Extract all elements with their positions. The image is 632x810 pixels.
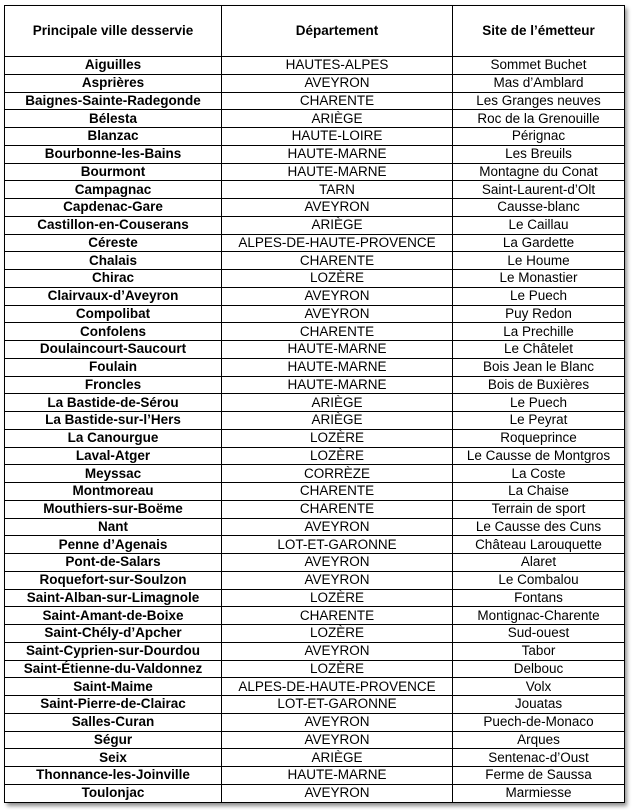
table-row	[5, 74, 625, 92]
department-cell: ARIÈGE	[222, 749, 453, 767]
table-row	[5, 500, 625, 518]
table-row	[5, 341, 625, 359]
city-cell: Capdenac-Gare	[5, 199, 222, 217]
city-cell: Compolibat	[5, 305, 222, 323]
site-cell: Volx	[453, 678, 625, 696]
city-cell: Saint-Étienne-du-Valdonnez	[5, 660, 222, 678]
table-row	[5, 323, 625, 341]
site-cell: Terrain de sport	[453, 500, 625, 518]
site-cell: Saint-Laurent-d’Olt	[453, 181, 625, 199]
table-row	[5, 749, 625, 767]
table-row	[5, 163, 625, 181]
city-cell: La Bastide-de-Sérou	[5, 394, 222, 412]
table-row	[5, 713, 625, 731]
header-site: Site de l’émetteur	[453, 6, 625, 57]
department-cell: CORRÈZE	[222, 465, 453, 483]
department-cell: AVEYRON	[222, 287, 453, 305]
site-cell: Montagne du Conat	[453, 163, 625, 181]
site-cell: Bois de Buxières	[453, 376, 625, 394]
site-cell: Ferme de Saussa	[453, 767, 625, 785]
table-row	[5, 554, 625, 572]
department-cell: AVEYRON	[222, 305, 453, 323]
city-cell: Bourbonne-les-Bains	[5, 145, 222, 163]
table-row	[5, 696, 625, 714]
department-cell: AVEYRON	[222, 199, 453, 217]
city-cell: Laval-Atger	[5, 447, 222, 465]
department-cell: LOZÈRE	[222, 660, 453, 678]
city-cell: La Bastide-sur-l’Hers	[5, 412, 222, 430]
table-row	[5, 234, 625, 252]
table-row	[5, 376, 625, 394]
transmitter-table	[4, 5, 625, 803]
table-body	[5, 57, 625, 803]
site-cell: Puy Redon	[453, 305, 625, 323]
table-row	[5, 128, 625, 146]
department-cell: LOT-ET-GARONNE	[222, 536, 453, 554]
site-cell: La Gardette	[453, 234, 625, 252]
department-cell: HAUTES-ALPES	[222, 57, 453, 75]
site-cell: Le Peyrat	[453, 412, 625, 430]
department-cell: LOZÈRE	[222, 589, 453, 607]
site-cell: Fontans	[453, 589, 625, 607]
site-cell: Arques	[453, 731, 625, 749]
department-cell: AVEYRON	[222, 713, 453, 731]
city-cell: Salles-Curan	[5, 713, 222, 731]
table-row	[5, 270, 625, 288]
site-cell: Le Combalou	[453, 571, 625, 589]
city-cell: La Canourgue	[5, 429, 222, 447]
department-cell: HAUTE-MARNE	[222, 376, 453, 394]
table-sheet	[4, 5, 624, 803]
site-cell: Tabor	[453, 642, 625, 660]
department-cell: LOZÈRE	[222, 447, 453, 465]
table-row	[5, 305, 625, 323]
city-cell: Chirac	[5, 270, 222, 288]
city-cell: Saint-Alban-sur-Limagnole	[5, 589, 222, 607]
table-row	[5, 483, 625, 501]
city-cell: Foulain	[5, 358, 222, 376]
department-cell: HAUTE-MARNE	[222, 358, 453, 376]
city-cell: Toulonjac	[5, 784, 222, 802]
site-cell: Le Monastier	[453, 270, 625, 288]
city-cell: Doulaincourt-Saucourt	[5, 341, 222, 359]
table-row	[5, 589, 625, 607]
table-row	[5, 607, 625, 625]
site-cell: Marmiesse	[453, 784, 625, 802]
department-cell: AVEYRON	[222, 518, 453, 536]
table-row	[5, 571, 625, 589]
header-city: Principale ville desservie	[5, 6, 222, 57]
table-row	[5, 660, 625, 678]
city-cell: Blanzac	[5, 128, 222, 146]
department-cell: AVEYRON	[222, 731, 453, 749]
city-cell: Mouthiers-sur-Boëme	[5, 500, 222, 518]
city-cell: Ségur	[5, 731, 222, 749]
department-cell: ARIÈGE	[222, 394, 453, 412]
table-row	[5, 625, 625, 643]
site-cell: Alaret	[453, 554, 625, 572]
table-row	[5, 642, 625, 660]
site-cell: Les Granges neuves	[453, 92, 625, 110]
site-cell: Puech-de-Monaco	[453, 713, 625, 731]
site-cell: Causse-blanc	[453, 199, 625, 217]
city-cell: Penne d’Agenais	[5, 536, 222, 554]
site-cell: Pérignac	[453, 128, 625, 146]
department-cell: ALPES-DE-HAUTE-PROVENCE	[222, 234, 453, 252]
department-cell: HAUTE-MARNE	[222, 163, 453, 181]
site-cell: Le Causse des Cuns	[453, 518, 625, 536]
city-cell: Saint-Cyprien-sur-Dourdou	[5, 642, 222, 660]
site-cell: Le Houme	[453, 252, 625, 270]
table-row	[5, 678, 625, 696]
department-cell: CHARENTE	[222, 607, 453, 625]
department-cell: HAUTE-MARNE	[222, 341, 453, 359]
site-cell: Le Châtelet	[453, 341, 625, 359]
site-cell: Roc de la Grenouille	[453, 110, 625, 128]
department-cell: ALPES-DE-HAUTE-PROVENCE	[222, 678, 453, 696]
table-row	[5, 252, 625, 270]
site-cell: Sommet Buchet	[453, 57, 625, 75]
table-row	[5, 731, 625, 749]
city-cell: Nant	[5, 518, 222, 536]
city-cell: Asprières	[5, 74, 222, 92]
city-cell: Castillon-en-Couserans	[5, 216, 222, 234]
city-cell: Montmoreau	[5, 483, 222, 501]
department-cell: CHARENTE	[222, 323, 453, 341]
department-cell: HAUTE-MARNE	[222, 767, 453, 785]
header-row	[5, 6, 625, 57]
table-row	[5, 465, 625, 483]
city-cell: Saint-Amant-de-Boixe	[5, 607, 222, 625]
table-row	[5, 181, 625, 199]
city-cell: Confolens	[5, 323, 222, 341]
site-cell: La Coste	[453, 465, 625, 483]
city-cell: Chalais	[5, 252, 222, 270]
site-cell: Montignac-Charente	[453, 607, 625, 625]
table-row	[5, 358, 625, 376]
department-cell: ARIÈGE	[222, 412, 453, 430]
city-cell: Céreste	[5, 234, 222, 252]
department-cell: LOZÈRE	[222, 429, 453, 447]
city-cell: Aiguilles	[5, 57, 222, 75]
site-cell: Delbouc	[453, 660, 625, 678]
city-cell: Saint-Maime	[5, 678, 222, 696]
site-cell: Mas d’Amblard	[453, 74, 625, 92]
department-cell: LOT-ET-GARONNE	[222, 696, 453, 714]
site-cell: Le Causse de Montgros	[453, 447, 625, 465]
site-cell: Le Caillau	[453, 216, 625, 234]
department-cell: AVEYRON	[222, 784, 453, 802]
department-cell: CHARENTE	[222, 483, 453, 501]
site-cell: Roqueprince	[453, 429, 625, 447]
department-cell: LOZÈRE	[222, 270, 453, 288]
header-department: Département	[222, 6, 453, 57]
table-row	[5, 145, 625, 163]
department-cell: ARIÈGE	[222, 216, 453, 234]
department-cell: AVEYRON	[222, 74, 453, 92]
site-cell: La Prechille	[453, 323, 625, 341]
table-row	[5, 412, 625, 430]
department-cell: AVEYRON	[222, 642, 453, 660]
table-row	[5, 216, 625, 234]
table-row	[5, 92, 625, 110]
department-cell: CHARENTE	[222, 92, 453, 110]
table-row	[5, 767, 625, 785]
table-row	[5, 429, 625, 447]
city-cell: Clairvaux-d’Aveyron	[5, 287, 222, 305]
department-cell: CHARENTE	[222, 252, 453, 270]
site-cell: La Chaise	[453, 483, 625, 501]
table-row	[5, 447, 625, 465]
department-cell: HAUTE-MARNE	[222, 145, 453, 163]
site-cell: Château Larouquette	[453, 536, 625, 554]
city-cell: Bourmont	[5, 163, 222, 181]
department-cell: TARN	[222, 181, 453, 199]
department-cell: CHARENTE	[222, 500, 453, 518]
city-cell: Roquefort-sur-Soulzon	[5, 571, 222, 589]
table-row	[5, 199, 625, 217]
department-cell: HAUTE-LOIRE	[222, 128, 453, 146]
city-cell: Bélesta	[5, 110, 222, 128]
site-cell: Sud-ouest	[453, 625, 625, 643]
table-row	[5, 536, 625, 554]
city-cell: Saint-Pierre-de-Clairac	[5, 696, 222, 714]
city-cell: Pont-de-Salars	[5, 554, 222, 572]
city-cell: Seix	[5, 749, 222, 767]
department-cell: ARIÈGE	[222, 110, 453, 128]
city-cell: Froncles	[5, 376, 222, 394]
department-cell: AVEYRON	[222, 571, 453, 589]
site-cell: Le Puech	[453, 287, 625, 305]
site-cell: Jouatas	[453, 696, 625, 714]
site-cell: Le Puech	[453, 394, 625, 412]
table-row	[5, 394, 625, 412]
table-row	[5, 784, 625, 802]
site-cell: Bois Jean le Blanc	[453, 358, 625, 376]
table-row	[5, 57, 625, 75]
department-cell: LOZÈRE	[222, 625, 453, 643]
table-row	[5, 110, 625, 128]
city-cell: Meyssac	[5, 465, 222, 483]
department-cell: AVEYRON	[222, 554, 453, 572]
city-cell: Saint-Chély-d’Apcher	[5, 625, 222, 643]
site-cell: Les Breuils	[453, 145, 625, 163]
city-cell: Campagnac	[5, 181, 222, 199]
table-row	[5, 287, 625, 305]
city-cell: Baignes-Sainte-Radegonde	[5, 92, 222, 110]
table-row	[5, 518, 625, 536]
city-cell: Thonnance-les-Joinville	[5, 767, 222, 785]
site-cell: Sentenac-d’Oust	[453, 749, 625, 767]
